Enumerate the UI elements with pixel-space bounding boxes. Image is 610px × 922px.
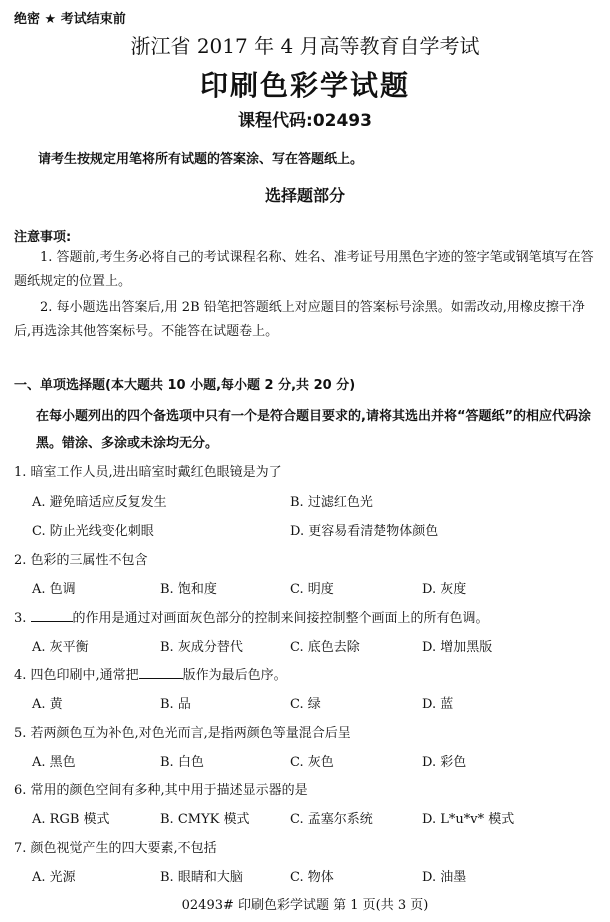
page-footer: 02493# 印刷色彩学试题 第 1 页(共 3 页): [181, 898, 429, 913]
option: D. L*u*v* 模式: [422, 812, 515, 827]
option: D. 彩色: [422, 755, 467, 770]
option: A. 光源: [32, 870, 76, 885]
question-stem: 2. 色彩的三属性不包含: [14, 553, 148, 568]
option: B. CMYK 模式: [160, 812, 250, 827]
option: D. 蓝: [422, 697, 454, 712]
stem-suffix: 的作用是通过对画面灰色部分的控制来间接控制整个画面上的所有色调。: [72, 611, 489, 626]
note-item-1: 1. 答题前,考生务必将自己的考试课程名称、姓名、准考证号用黑色字迹的签字笔或钢笔填写在答题纸规定的位置上。: [14, 250, 594, 289]
question-stem: [14, 607, 489, 626]
option: B. 过滤红色光: [290, 495, 373, 510]
option: C. 灰色: [290, 755, 334, 770]
option: A. 避免暗适应反复发生: [32, 495, 167, 510]
option: C. 孟塞尔系统: [290, 812, 373, 827]
option: B. 眼睛和大脑: [160, 870, 243, 885]
notes-heading: 注意事项:: [14, 230, 72, 245]
part-instruction: 在每小题列出的四个备选项中只有一个是符合题目要求的,请将其选出并将“答题纸”的相应代码涂黑。错涂、多涂或未涂均无分。: [36, 409, 592, 451]
stem-suffix: 版作为最后色序。: [182, 668, 287, 683]
option: C. 绿: [290, 697, 321, 712]
option: C. 防止光线变化刺眼: [32, 524, 154, 539]
stem-prefix: 3.: [14, 611, 27, 626]
option: A. 色调: [32, 582, 76, 597]
option: B. 白色: [160, 755, 204, 770]
option: B. 品: [160, 697, 191, 712]
question-stem: [14, 664, 287, 683]
answer-blank: [139, 666, 183, 679]
course-code: 课程代码:02493: [238, 111, 372, 131]
section-title: 选择题部分: [264, 186, 345, 205]
confidential-label: 绝密 ★ 考试结束前: [14, 12, 126, 27]
option: D. 更容易看清楚物体颜色: [290, 524, 439, 539]
option: D. 油墨: [422, 870, 467, 885]
exam-title: 浙江省 2017 年 4 月高等教育自学考试: [130, 34, 480, 58]
stem-prefix: 4. 四色印刷中,通常把: [14, 668, 139, 683]
question-stem: 6. 常用的颜色空间有多种,其中用于描述显示器的是: [14, 783, 308, 798]
option: C. 明度: [290, 582, 334, 597]
option: A. 黄: [32, 697, 63, 712]
option: C. 底色去除: [290, 640, 360, 655]
part-heading: 一、单项选择题(本大题共 10 小题,每小题 2 分,共 20 分): [14, 378, 356, 393]
option: D. 增加黑版: [422, 640, 493, 655]
option: C. 物体: [290, 870, 334, 885]
option: A. 灰平衡: [32, 640, 89, 655]
option: A. 黑色: [32, 755, 76, 770]
option: A. RGB 模式: [32, 812, 110, 827]
answer-instruction: 请考生按规定用笔将所有试题的答案涂、写在答题纸上。: [38, 152, 364, 167]
answer-blank: [31, 609, 73, 622]
note-item-2: 2. 每小题选出答案后,用 2B 铅笔把答题纸上对应题目的答案标号涂黑。如需改动,用橡皮擦干净后,再选涂其他答案标号。不能答在试题卷上。: [14, 300, 585, 339]
subject-title: 印刷色彩学试题: [199, 69, 410, 102]
question-stem: 5. 若两颜色互为补色,对色光而言,是指两颜色等量混合后呈: [14, 726, 351, 741]
option: D. 灰度: [422, 582, 467, 597]
option: B. 灰成分替代: [160, 640, 243, 655]
question-stem: 7. 颜色视觉产生的四大要素,不包括: [14, 841, 217, 856]
question-stem: 1. 暗室工作人员,进出暗室时戴红色眼镜是为了: [14, 465, 282, 480]
option: B. 饱和度: [160, 582, 217, 597]
